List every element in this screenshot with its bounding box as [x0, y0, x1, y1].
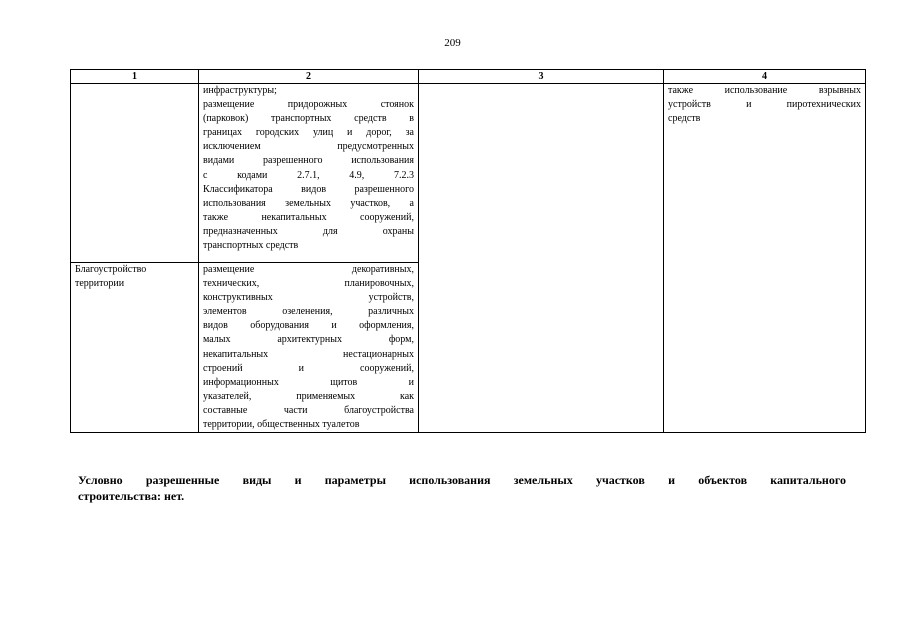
text-line: предназначенных для охраны — [203, 225, 414, 237]
text-line: видами разрешенного использования — [203, 155, 414, 167]
cell-use-name — [71, 84, 199, 263]
column-header-1: 1 — [71, 70, 199, 84]
page-number: 209 — [444, 37, 461, 49]
text-line: транспортных средств — [203, 240, 299, 252]
column-header-4: 4 — [664, 70, 866, 84]
conclusion-paragraph — [78, 472, 846, 504]
cell-use-description — [199, 263, 419, 433]
text-line: устройств и пиротехнических — [668, 99, 861, 111]
text-line: размещение придорожных стоянок — [203, 99, 414, 111]
text-line: технических, планировочных, — [203, 278, 414, 290]
text-line: указателей, применяемых как — [203, 390, 414, 402]
text-line: малых архитектурных форм, — [203, 334, 414, 346]
table-row — [71, 84, 866, 263]
cell-parameters — [419, 84, 664, 433]
text-line: составные части благоустройства — [203, 404, 414, 416]
text-line: размещение декоративных, — [203, 264, 414, 275]
cell-restrictions — [664, 84, 866, 433]
text-line: исключением предусмотренных — [203, 141, 414, 153]
text-line: информационных щитов и — [203, 376, 414, 388]
cell-use-name — [71, 263, 199, 433]
land-use-table — [70, 69, 866, 433]
column-header-2: 2 — [199, 70, 419, 84]
text-line: также использование взрывных — [668, 85, 861, 96]
text-line: элементов озеленения, различных — [203, 306, 414, 318]
text-line: с кодами 2.7.1, 4.9, 7.2.3 — [203, 169, 414, 181]
table-header-row — [71, 70, 866, 84]
text-line: также некапитальных сооружений, — [203, 211, 414, 223]
text-line: видов оборудования и оформления, — [203, 320, 414, 332]
text-line: строительства: нет. — [78, 489, 185, 503]
text-line: средств — [668, 113, 701, 125]
text-line: (парковок) транспортных средств в — [203, 113, 414, 125]
text-line: инфраструктуры; — [203, 85, 277, 96]
text-line: Условно разрешенные виды и параметры использования земельных участков и объектов капитального — [78, 473, 846, 487]
text-line: территории — [75, 278, 125, 290]
cell-use-description — [199, 84, 419, 263]
column-header-3: 3 — [419, 70, 664, 84]
text-line: использования земельных участков, а — [203, 197, 414, 209]
text-line: конструктивных устройств, — [203, 292, 414, 304]
text-line: строений и сооружений, — [203, 362, 414, 374]
text-line: Благоустройство — [75, 264, 147, 275]
text-line: некапитальных нестационарных — [203, 348, 414, 360]
text-line: территории, общественных туалетов — [203, 419, 360, 431]
text-line: границах городских улиц и дорог, за — [203, 127, 414, 139]
text-line: Классификатора видов разрешенного — [203, 183, 414, 195]
